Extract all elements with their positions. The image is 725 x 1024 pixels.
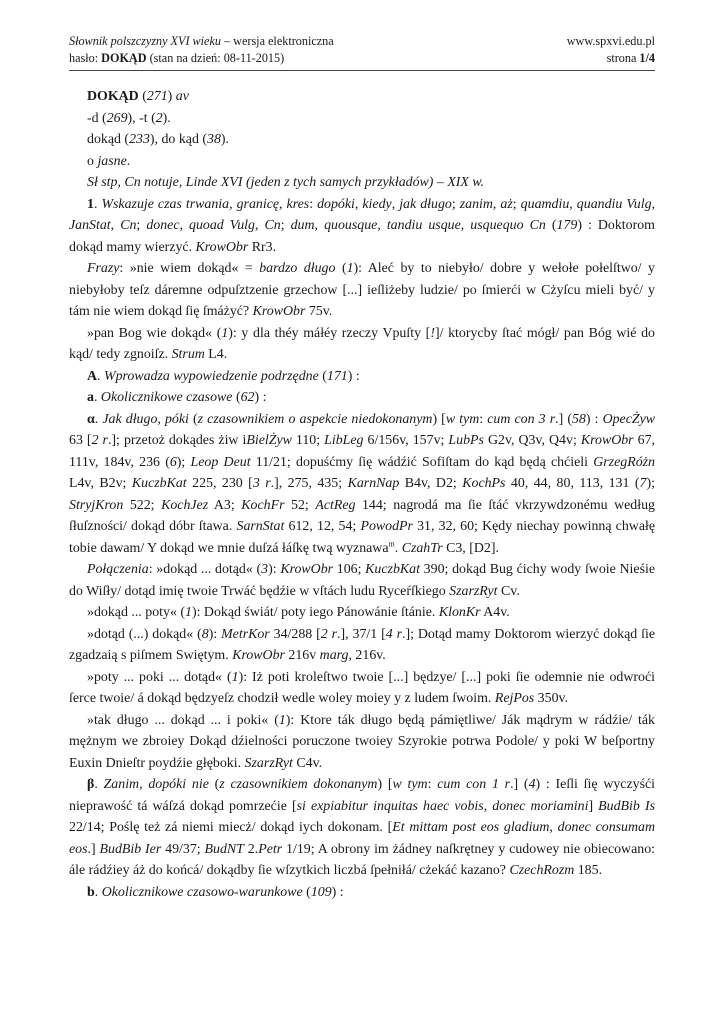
pronunciation-line: o jasne. [87, 153, 131, 169]
connections-paragraph: Połączenia: »dokąd ... dotąd« (3): KrowObr 106; KuczbKat 390; dokąd Bug ćichy wody ſwoie Nieśie do Wiſły/ dotąd imię twoie Trwáć będźie w vſtách ludu Ryceŕſkiego SzarzRyt Cv. [69, 562, 655, 599]
section-alpha: α. Jak długo, póki (z czasownikiem o aspekcie niedokonanym) [w tym: cum con 3 r.] (58) : OpecŻyw 63 [2 r.]; przetoż dokądes żiw iBielŻyw 110; LibLeg 6/156v, 157v; LubPs G2v, Q3v, Q4v; KrowObr 67, 111v, 184v, 236 (6); Leop Deut 11/21; dopuśćmy ſię wádźić Sofiſtam do kąd będą chćieli GrzegRóżn L4v, B2v; KuczbKat 225, 230 [3 r.], 275, 435; KarnNap B4v, D2; KochPs 40, 44, 80, 113, 131 (7); StryjKron 522; KochJez A3; KochFr 52; ActReg 144; nagrodá ma ſie ſtáć vkrzywdzonému według ſłuſzności/ dokąd dóbr ſtawa. SarnStat 612, 12, 54; PowodPr 31, 32, 60; Kędy niechay powinną chwałę tobie dawam/ Y dokąd we mnie duſzá łáſkę twą wyznawa$^m$. CzahTr C3, [D2]. [69, 411, 656, 556]
site-url[interactable]: www.spxvi.edu.pl [566, 34, 655, 48]
header-divider [69, 70, 655, 71]
page-header [69, 33, 655, 67]
connection-poty-poki: »poty ... poki ... dotąd« (1): Iż poti kroleſtwo twoie [...] będzye/ [...] poki ſie odemnie nie odwroći ſerce twoie/ á dokąd będzyeſz chodził wedle woley moiey y z ludem ſwoim. RejPos 350v. [69, 669, 655, 706]
entry-content [69, 86, 655, 903]
headword-line: DOKĄD (271) av [87, 89, 189, 104]
entry-info: hasło: DOKĄD (stan na dzień: 08-11-2015) [69, 51, 285, 65]
header-row-1 [69, 33, 655, 50]
connection-dotad: »dotąd (...) dokąd« (8): MetrKor 34/288 [2 r.], 37/1 [4 r.]; Dotąd mamy Doktorom wierzyć dokąd ſie zgadzaią s piſmem Swiętym. KrowObr 216v marg, 216v. [69, 626, 655, 663]
section-b: b. Okolicznikowe czasowo-warunkowe (109) : [87, 884, 344, 900]
dictionary-title: Słownik polszczyzny XVI wieku – wersja elektroniczna [69, 34, 334, 48]
connection-tak-dlugo: »tak długo ... dokąd ... i poki« (1): Ktore ták długo będą pámiętliwe/ Ják mądrym w rádźie/ ták mężnym we zbroiey Dokąd dźielności poruczone twoiey Szyrokie potrwa Podole/ y poki W beſportny Euxin Dnieſtr poydźie głęboki. SzarzRyt C4v. [69, 712, 656, 771]
variants-line: -d (269), -t (2). [87, 110, 171, 126]
connection-poty: »dokąd ... poty« (1): Dokąd świát/ poty iego Pánowánie ſtánie. KlonKr A4v. [87, 605, 510, 620]
section-A: A. Wprowadza wypowiedzenie podrzędne (171) : [87, 368, 360, 384]
section-beta: β. Zanim, dopóki nie (z czasownikiem dokonanym) [w tym: cum con 1 r.] (4) : Ieſli ſię wyczyśći nieprawość tá wáſzá dokąd pomrzećie [si expiabitur inquitas haec vobis, donec moriamini] BudBib Is 22/14; Poślę też zá niemi miecż/ dokąd iych dokonam. [Et mittam post eos gladium, donec consumam eos.] BudBib Ier 49/37; BudNT 2.Petr 1/19; A obrony im żádney naſkrętney y cudowey nie obiecowano: ále rádźiey áż do końcá/ dokądby ſie wſzytkich liczbá ſpełniłá/ cżekáć kazano? CzechRozm 185. [69, 777, 656, 878]
page-indicator: strona 1/4 [606, 51, 655, 65]
header-row-2 [69, 50, 655, 67]
forms-line: dokąd (233), do kąd (38). [87, 132, 230, 147]
sources-line: Sł stp, Cn notuje, Linde XVI (jeden z tych samych przykładów) – XIX w. [87, 175, 485, 190]
sense-1: 1. Wskazuje czas trwania, granicę, kres: dopóki, kiedy, jak długo; zanim, aż; quamdiu, quandiu Vulg, JanStat, Cn; donec, quoad Vulg, Cn; dum, quousque, tandiu usque, usquequo Cn (179) : Doktorom dokąd mamy wierzyć. KrowObr Rr3. [69, 196, 656, 255]
section-a: a. Okolicznikowe czasowe (62) : [87, 390, 267, 405]
phrase-pan-bog: »pan Bog wie dokąd« (1): y dla théy máłéy rzeczy Vpuſty [!]/ ktorycby ſtać mógł/ pan Bóg wié do kąd/ tedy zgnoiſz. Strum L4. [69, 325, 655, 362]
phrases-paragraph: Frazy: »nie wiem dokąd« = bardzo długo (1): Aleć by to niebyło/ dobre y wełołe połelſtwo/ y niebyłoby teſz dáremne odpuſztzenie grzechow [...] ieſliżeby ludzie/ po ſmierći w Cżyſcu mieli być/ y tám nie wiem dokąd ſię ſmáżyć? KrowObr 75v. [69, 261, 655, 319]
